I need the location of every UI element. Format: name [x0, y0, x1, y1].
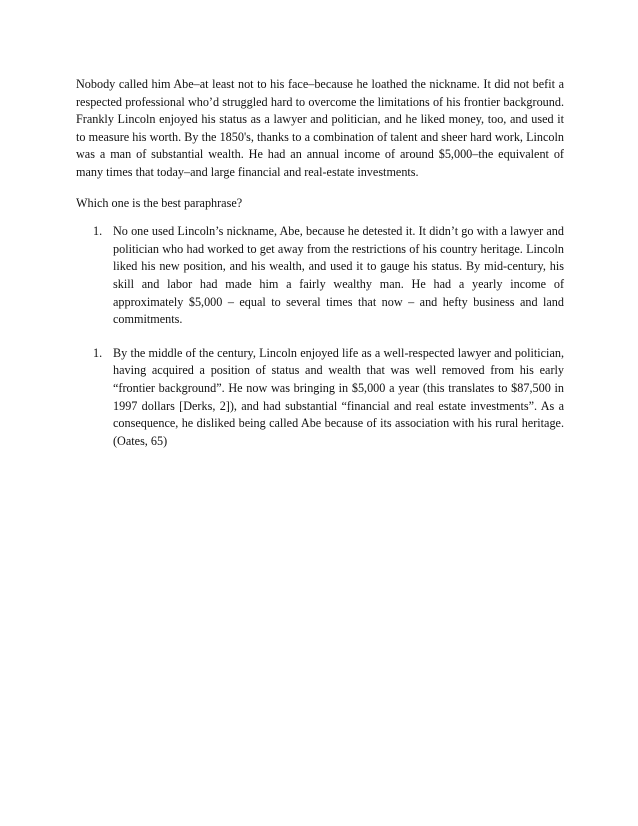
- question-text: Which one is the best paraphrase?: [76, 195, 243, 210]
- source-passage: Nobody called him Abe–at least not to his face–because he loathed the nickname. It did not befit a respected professional who’d struggled hard to overcome the limitations of his frontier background. Frankly Lincoln enjoyed his status as a lawyer and politician, and he liked money, too, and used it to measure his worth. By the 1850's, thanks to a combination of talent and sheer hard work, Lincoln was a man of substantial wealth. He had an annual income of around $5,000–the equivalent of many times that today–and large financial and real-estate investments.: [76, 77, 564, 179]
- document-body: [76, 76, 564, 450]
- answer-option: [82, 223, 564, 329]
- option-text: No one used Lincoln’s nickname, Abe, because he detested it. It didn’t go with a lawyer and politician who had worked to get away from the restrictions of his country heritage. Lincoln liked his new position, and his wealth, and used it to gauge his status. By mid-century, his skill and labor had made him a fairly wealthy man. He had a yearly income of approximately $5,000 – equal to several times that now – and hefty business and land commitments.: [113, 224, 564, 327]
- answer-option: [82, 345, 564, 451]
- option-number: 1.: [93, 345, 103, 360]
- option-text: By the middle of the century, Lincoln enjoyed life as a well-respected lawyer and politician, having acquired a position of status and wealth that was well removed from his early “frontier background”. He now was bringing in $5,000 a year (this translates to $87,500 in 1997 dollars [Derks, 2]), and had substantial “financial and real estate investments”. As a consequence, he disliked being called Abe because of its association with his rural heritage. (Oates, 65): [113, 345, 564, 448]
- answer-options-list: [76, 223, 564, 450]
- option-number: 1.: [93, 224, 103, 239]
